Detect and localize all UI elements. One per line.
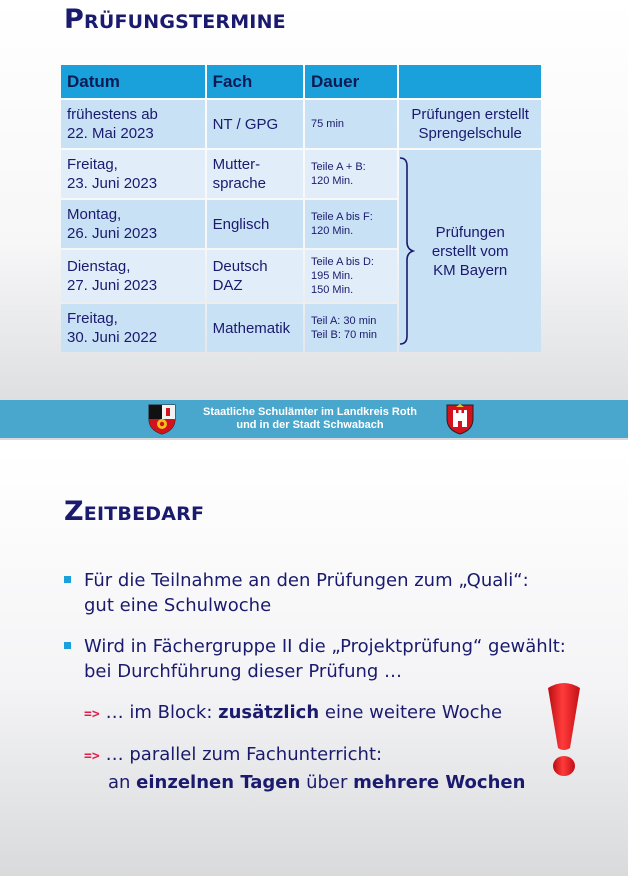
cell-line: 26. Juni 2023	[67, 225, 158, 242]
cell-dauer	[305, 304, 397, 352]
sub-text: an	[108, 772, 137, 793]
cell-dauer	[305, 250, 397, 302]
header-fach: Fach	[207, 65, 303, 98]
cell-dauer	[305, 200, 397, 248]
cell-line: Teile A bis D:	[311, 256, 374, 268]
banner-line-2: und in der Stadt Schwabach	[236, 419, 384, 431]
cell-line: Montag,	[67, 206, 122, 223]
sub-text: … im Block:	[105, 702, 219, 723]
cell-line: erstellt vom	[431, 242, 509, 260]
sub-item	[84, 700, 502, 728]
cell-line: Prüfungen erstellt	[411, 106, 529, 123]
sub-item	[84, 742, 525, 796]
arrow-marker: =>	[84, 749, 100, 764]
header-datum: Datum	[61, 65, 205, 98]
cell-line: Freitag,	[67, 310, 118, 327]
cell-fach	[207, 200, 303, 248]
cell-line: Teile A bis F:	[311, 211, 373, 223]
cell-datum	[61, 200, 205, 248]
cell-line: Dienstag,	[67, 258, 131, 275]
cell-line: 30. Juni 2022	[67, 329, 158, 346]
cell-fach	[207, 250, 303, 302]
sub-text: über	[300, 772, 354, 793]
cell-datum	[61, 150, 205, 198]
table-row	[61, 100, 541, 148]
cell-line: Mutter-	[212, 156, 261, 173]
cell-line: frühestens ab	[67, 106, 158, 123]
cell-line: Englisch	[212, 215, 270, 233]
cell-line: 75 min	[311, 118, 345, 130]
bullet-line: Wird in Fächergruppe II die „Projektprüfung“ gewählt:	[84, 636, 566, 657]
slide-title: Prüfungstermine	[64, 4, 286, 35]
cell-line: sprache	[212, 175, 266, 192]
cell-line: Teile A + B:	[311, 161, 366, 173]
sub-bold: mehrere Wochen	[353, 772, 526, 793]
cell-line: NT / GPG	[212, 115, 279, 133]
banner-text	[180, 406, 440, 432]
sub-text: eine weitere Woche	[319, 702, 503, 723]
cell-note	[399, 100, 541, 148]
schwabach-crest-icon	[444, 403, 476, 435]
cell-line: 22. Mai 2023	[67, 125, 154, 142]
sub-bold: einzelnen Tagen	[136, 772, 301, 793]
slide-title: Zeitbedarf	[64, 496, 205, 527]
banner-line-1: Staatliche Schulämter im Landkreis Roth	[203, 406, 417, 418]
cell-line: Deutsch	[212, 258, 268, 275]
bullet-item	[64, 568, 529, 618]
cell-datum	[61, 100, 205, 148]
arrow-marker: =>	[84, 707, 100, 722]
cell-line: 23. Juni 2023	[67, 175, 158, 192]
cell-line: Prüfungen	[435, 223, 505, 241]
cell-line: Mathematik	[212, 319, 291, 337]
cell-line: Sprengelschule	[418, 125, 522, 142]
cell-datum	[61, 304, 205, 352]
cell-line: 150 Min.	[311, 284, 354, 296]
cell-datum	[61, 250, 205, 302]
table-row	[61, 150, 541, 198]
curly-brace-icon	[397, 156, 415, 346]
cell-dauer	[305, 150, 397, 198]
bullet-square-icon	[64, 642, 71, 649]
cell-fach	[207, 150, 303, 198]
cell-fach	[207, 100, 303, 148]
bullet-line: Für die Teilnahme an den Prüfungen zum „Quali“:	[84, 570, 529, 591]
cell-line: 27. Juni 2023	[67, 277, 158, 294]
cell-line: Freitag,	[67, 156, 118, 173]
merged-note-cell	[399, 150, 541, 352]
landkreis-roth-crest-icon	[146, 403, 178, 435]
slide-zeitbedarf	[0, 450, 628, 876]
cell-line: 120 Min.	[311, 225, 354, 237]
exclamation-icon	[542, 680, 586, 780]
exam-table	[59, 63, 543, 354]
bullet-line: bei Durchführung dieser Prüfung …	[84, 661, 403, 682]
cell-line: KM Bayern	[433, 261, 508, 279]
slide-divider	[0, 440, 628, 450]
bullet-line: gut eine Schulwoche	[84, 595, 272, 616]
bullet-square-icon	[64, 576, 71, 583]
header-empty	[399, 65, 541, 98]
footer-banner	[0, 400, 628, 438]
cell-line: Teil A: 30 min	[311, 315, 377, 327]
cell-dauer	[305, 100, 397, 148]
cell-fach	[207, 304, 303, 352]
sub-bold: zusätzlich	[218, 702, 320, 723]
sub-text: … parallel zum Fachunterricht:	[105, 744, 383, 765]
bullet-item	[64, 634, 566, 684]
table-header-row	[61, 65, 541, 98]
cell-line: 120 Min.	[311, 175, 354, 187]
header-dauer: Dauer	[305, 65, 397, 98]
cell-line: DAZ	[212, 277, 243, 294]
cell-line: Teil B: 70 min	[311, 329, 378, 341]
cell-line: 195 Min.	[311, 270, 354, 282]
